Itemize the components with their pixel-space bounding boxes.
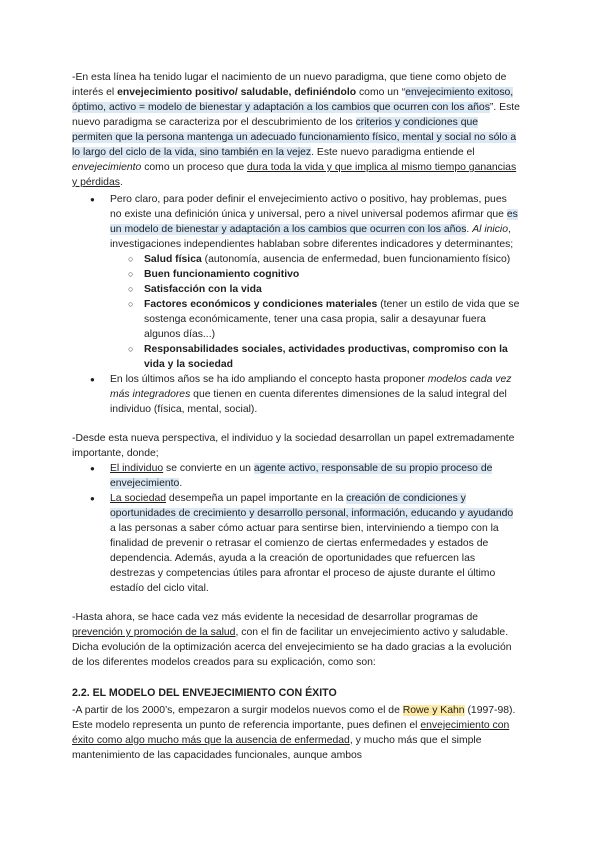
text: , investigaciones independientes hablaban sobre diferentes indicadores y determinantes; (110, 224, 514, 250)
text: . (179, 478, 183, 489)
paragraph-rowe-kahn (72, 703, 520, 763)
list-item (144, 297, 520, 342)
text: En los últimos años se ha ido ampliando el concepto hasta proponer (110, 374, 428, 385)
bold-text: Buen funcionamiento cognitivo (144, 269, 300, 280)
text: a las personas a saber cómo actuar para sentirse bien, interviniendo a tiempo con la finalidad de prevenir o retrasar el comienzo de ciertas enfermedades y estados de dependencia. Además, ayuda a la creación de oportunidades que refuercen las destrezas y competencias útiles para afrontar el proceso de ajuste durante el último estadío del ciclo vital. (110, 523, 499, 594)
bullet-list (72, 192, 520, 417)
bold-text: envejecimiento positivo/ saludable, definiéndolo (117, 87, 357, 98)
underlined-text: El individuo (110, 463, 164, 474)
text: . Este nuevo paradigma entiende el (311, 147, 475, 158)
italic-text: envejecimiento (72, 162, 142, 173)
underlined-text: dura toda la vida y que implica al mismo tiempo ganancias y pérdidas (72, 162, 517, 188)
text: como un “ (356, 87, 406, 98)
list-item (72, 192, 520, 372)
text: , y mucho más que el simple mantenimiento de las capacidades funcionales, aunque ambos (72, 735, 482, 761)
text: que tienen en cuenta diferentes dimensiones de la salud integral del individuo (física, mental, social). (110, 389, 507, 415)
text: ”. Este nuevo paradigma se caracteriza por el descubrimiento de los (72, 102, 520, 128)
bold-text: Responsabilidades sociales, actividades productivas, compromiso con la vida y la sociedad (144, 344, 508, 370)
underlined-text: La sociedad (110, 493, 167, 504)
text: desempeña un papel importante en la (166, 493, 347, 504)
sub-bullet-list (110, 252, 520, 372)
paragraph-paradigm (72, 70, 520, 190)
list-item (72, 491, 520, 596)
list-item (72, 372, 520, 417)
paragraph-perspective: -Desde esta nueva perspectiva, el individuo y la sociedad desarrollan un papel extremadamente importante, donde; (72, 433, 515, 459)
section-heading: 2.2. EL MODELO DEL ENVEJECIMIENTO CON ÉXITO (72, 687, 337, 699)
text: como un proceso que (141, 162, 248, 173)
text: (autonomía, ausencia de enfermedad, buen funcionamiento físico) (201, 254, 511, 265)
bold-text: Satisfacción con la vida (144, 284, 262, 295)
text: . (119, 177, 123, 188)
highlighted-text: envejecimiento exitoso, óptimo, activo = modelo de bienestar y adaptación a los cambios que ocurren con los años (72, 87, 514, 113)
underlined-text: envejecimiento con éxito como algo mucho más que la ausencia de enfermedad (72, 720, 510, 746)
italic-text: Al inicio (472, 224, 508, 235)
list-item (144, 342, 520, 372)
highlighted-text: agente activo, responsable de su propio proceso de envejecimiento (110, 463, 493, 489)
list-item (144, 267, 520, 282)
text: -En esta línea ha tenido lugar el nacimiento de un nuevo paradigma, que tiene como objeto de interés el (72, 72, 507, 98)
highlighted-text: criterios y condiciones que permiten que la persona mantenga un adecuado funcionamiento físico, mental y social no sólo a lo largo del ciclo de la vida, sino también en la vejez (72, 117, 517, 158)
underlined-text: prevención y promoción de la salud (72, 627, 236, 638)
text: , con el fin de facilitar un envejecimiento activo y saludable. Dicha evolución de la optimización acerca del envejecimiento se ha dado gracias a la evolución de los diferentes modelos creados para su explicación, como son: (72, 627, 512, 668)
text: se convierte en un (163, 463, 254, 474)
list-item (144, 252, 520, 267)
italic-text: modelos cada vez más integradores (110, 374, 512, 400)
text: (1997-98). Este modelo representa un punto de referencia importante, pues definen el (72, 705, 516, 731)
bold-text: Factores económicos y condiciones materiales (144, 299, 378, 310)
highlighted-text: es un modelo de bienestar y adaptación a los cambios que ocurren con los años (110, 209, 518, 235)
highlighted-text: Rowe y Kahn (402, 705, 465, 716)
list-item (144, 282, 520, 297)
text: -A partir de los 2000’s, empezaron a surgir modelos nuevos como el de (72, 705, 403, 716)
bold-text: Salud física (144, 254, 202, 265)
list-item (72, 461, 520, 491)
text: -Hasta ahora, se hace cada vez más evidente la necesidad de desarrollar programas de (72, 612, 479, 623)
bullet-list (72, 461, 520, 596)
highlighted-text: creación de condiciones y oportunidades de crecimiento y desarrollo personal, información, educando y ayudando (110, 493, 514, 519)
text: . (466, 224, 473, 235)
text: Pero claro, para poder definir el envejecimiento activo o positivo, hay problemas, pues no existe una definición única y universal, pero a nivel universal podemos afirmar que (110, 194, 507, 220)
text: (tener un estilo de vida que se sostenga económicamente, tener una casa propia, salir a desayunar fuera algunos días...) (144, 299, 520, 340)
paragraph-programs (72, 610, 520, 670)
